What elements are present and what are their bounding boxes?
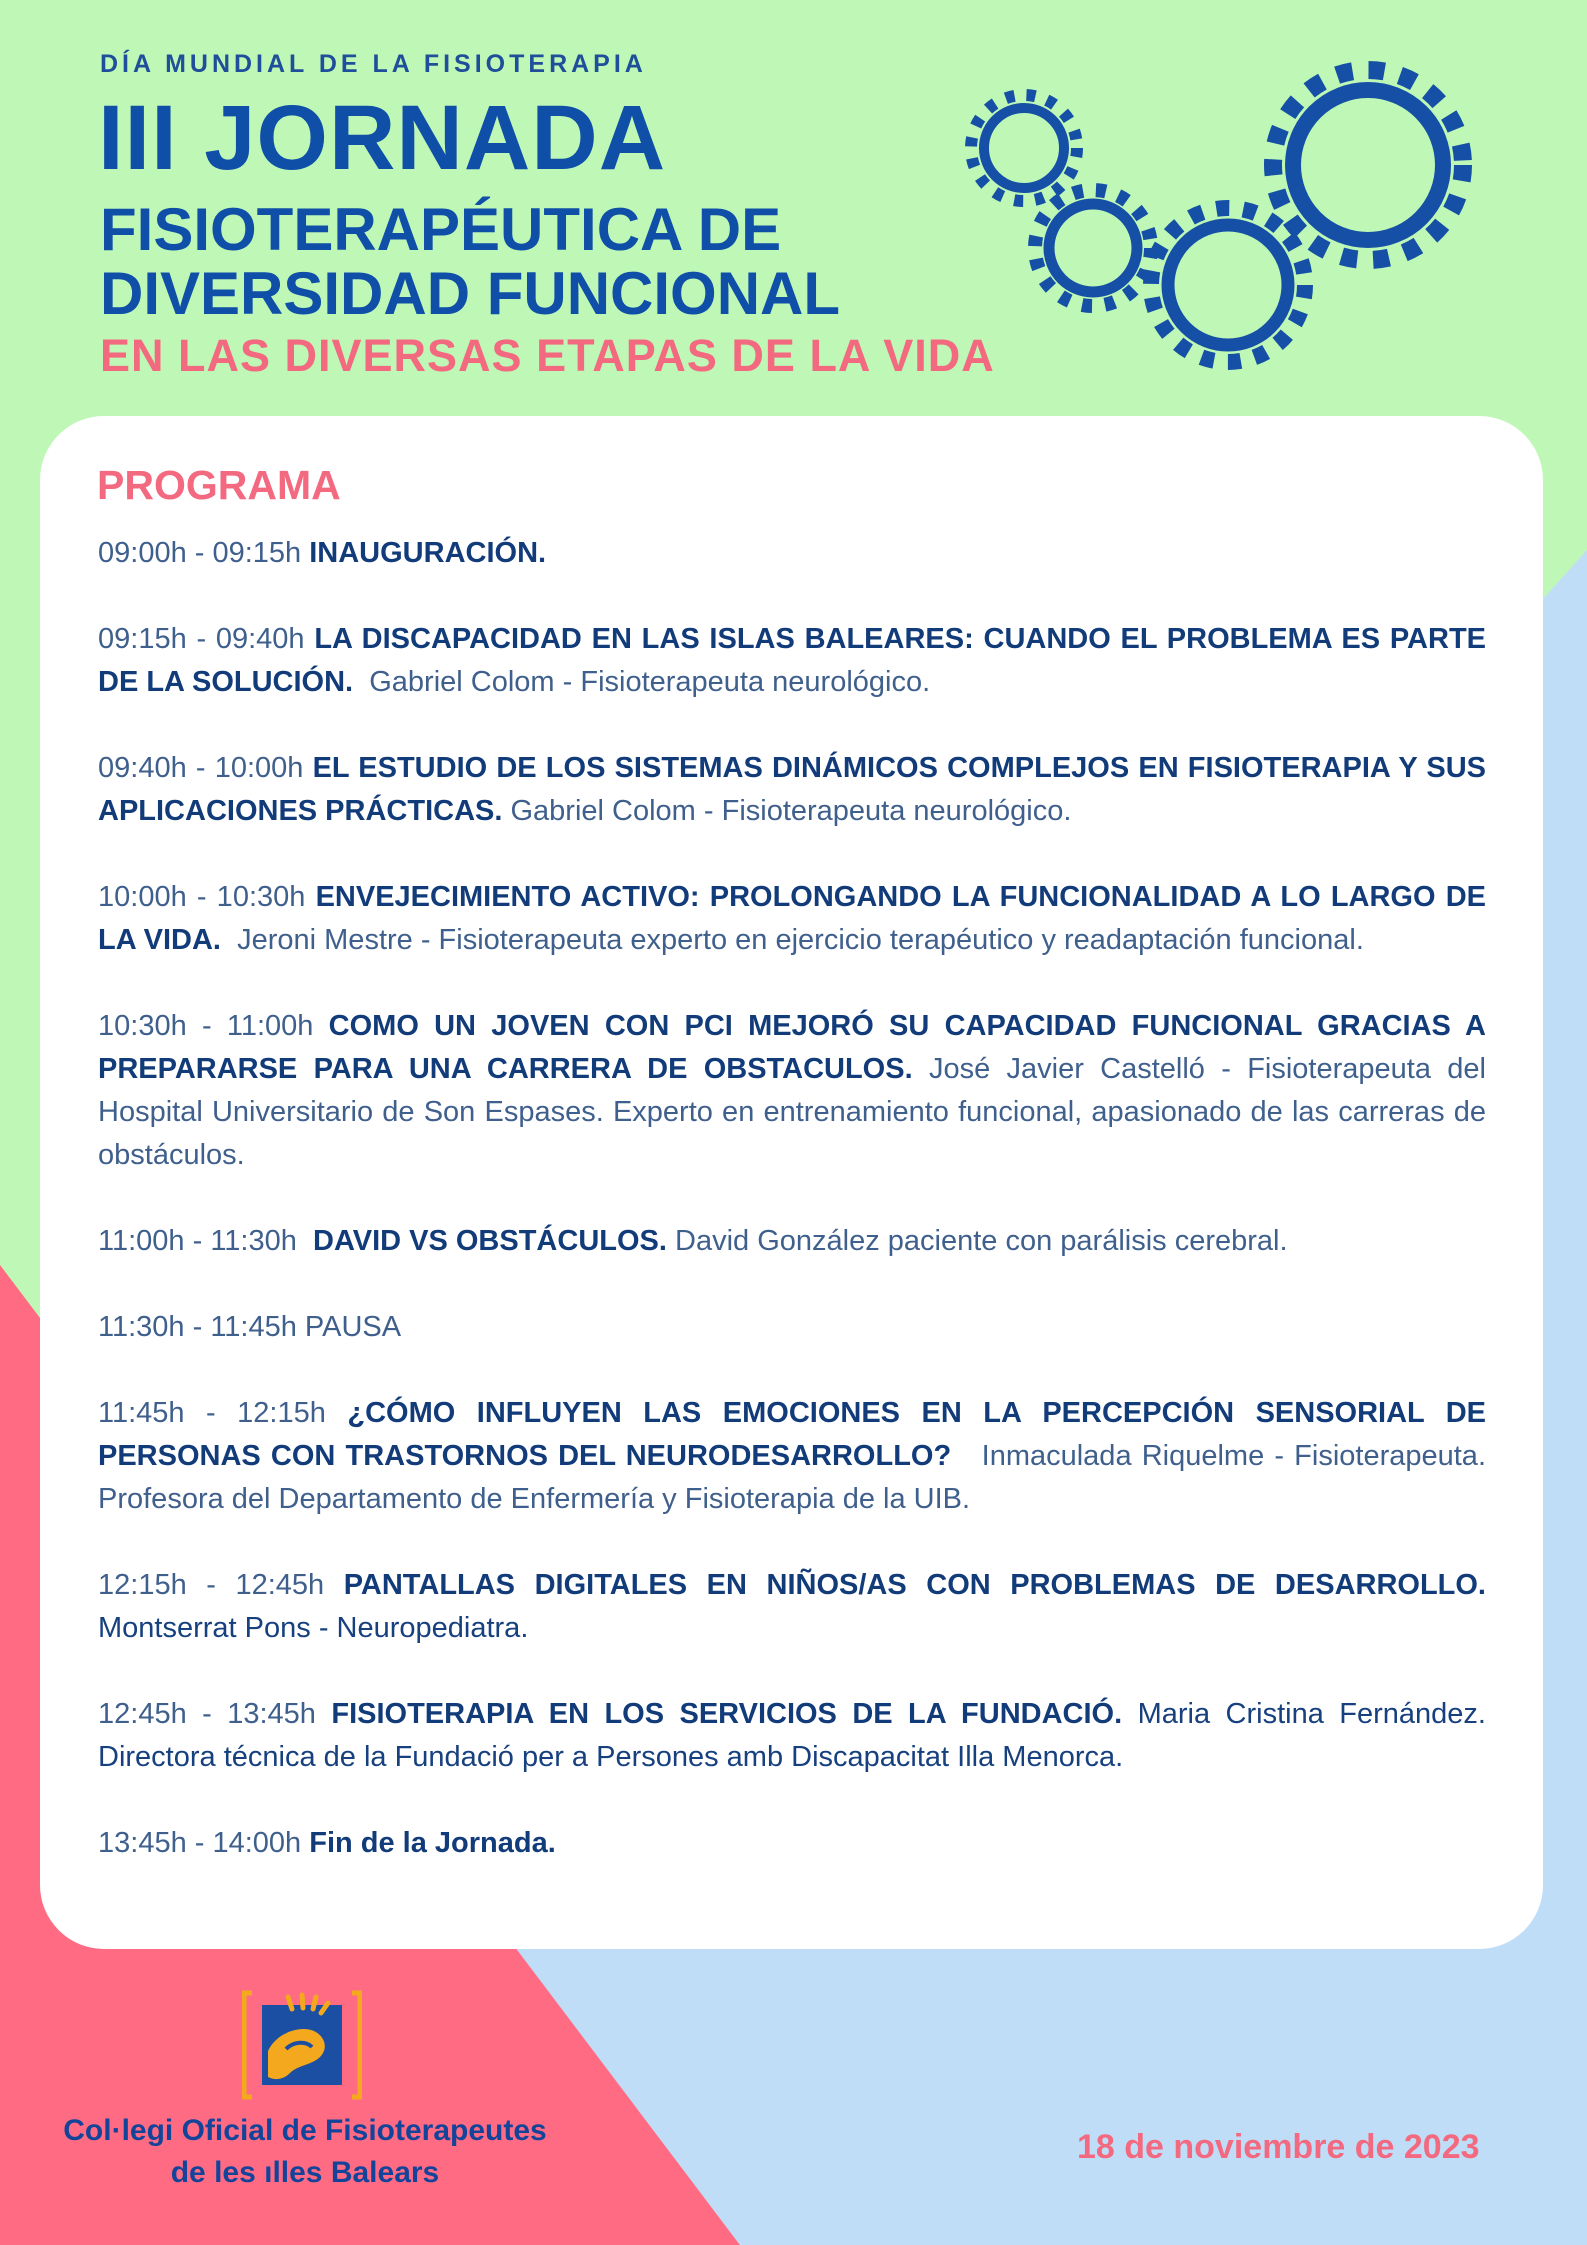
organization-name bbox=[20, 2110, 590, 2194]
item-time: 10:30h - 11:00h bbox=[98, 1010, 314, 1042]
item-speaker: José Javier Castelló - Fisioterapeuta del Hospital Universitario de Son Espases. Experto en entrenamiento funcional, apasionado de las carreras de obstáculos. bbox=[98, 1053, 1486, 1171]
subtitle-line-1: FISIOTERAPÉUTICA DE bbox=[100, 196, 782, 263]
item-speaker: Maria Cristina Fernández. Directora técnica de la Fundació per a Persones amb Discapacitat Illa Menorca. bbox=[98, 1698, 1486, 1773]
schedule-item bbox=[98, 618, 1486, 704]
org-line-2: de les ılles Balears bbox=[170, 2156, 440, 2189]
subtitle-line-2: DIVERSIDAD FUNCIONAL bbox=[100, 260, 841, 327]
item-time: 12:15h - 12:45h bbox=[98, 1569, 325, 1601]
item-topic: PANTALLAS DIGITALES EN NIÑOS/AS CON PROBLEMAS DE DESARROLLO. bbox=[343, 1569, 1486, 1601]
schedule-item bbox=[98, 1822, 1486, 1865]
event-kicker: DÍA MUNDIAL DE LA FISIOTERAPIA bbox=[100, 50, 647, 78]
item-speaker: Montserrat Pons - Neuropediatra. bbox=[98, 1612, 529, 1644]
schedule-item bbox=[98, 1220, 1486, 1263]
item-time: 09:00h - 09:15h bbox=[98, 537, 302, 569]
item-time: 09:40h - 10:00h bbox=[98, 752, 304, 784]
item-topic: ENVEJECIMIENTO ACTIVO: PROLONGANDO LA FUNCIONALIDAD A LO LARGO DE LA VIDA. bbox=[98, 881, 1486, 956]
event-tagline: EN LAS DIVERSAS ETAPAS DE LA VIDA bbox=[100, 330, 995, 381]
item-topic: Fin de la Jornada. bbox=[309, 1827, 556, 1859]
item-speaker: Jeroni Mestre - Fisioterapeuta experto en ejercicio terapéutico y readaptación funcional. bbox=[237, 924, 1364, 956]
item-topic: DAVID VS OBSTÁCULOS. bbox=[313, 1225, 667, 1257]
item-time: 13:45h - 14:00h bbox=[98, 1827, 302, 1859]
schedule-item bbox=[98, 1306, 1486, 1349]
item-speaker: Inmaculada Riquelme - Fisioterapeuta. Profesora del Departamento de Enfermería y Fisioterapia de la UIB. bbox=[98, 1440, 1486, 1515]
event-date: 18 de noviembre de 2023 bbox=[1077, 2128, 1480, 2166]
schedule-item bbox=[98, 1392, 1486, 1521]
schedule-item bbox=[98, 1005, 1486, 1177]
item-speaker: Gabriel Colom - Fisioterapeuta neurológico. bbox=[510, 795, 1072, 827]
item-time: 11:45h - 12:15h bbox=[98, 1397, 326, 1429]
schedule-item bbox=[98, 1564, 1486, 1650]
org-line-1: Col·legi Oficial de Fisioterapeutes bbox=[63, 2114, 547, 2147]
item-topic: LA DISCAPACIDAD EN LAS ISLAS BALEARES: CUANDO EL PROBLEMA ES PARTE DE LA SOLUCIÓN. bbox=[98, 623, 1487, 698]
item-time: 09:15h - 09:40h bbox=[98, 623, 305, 655]
item-time: 10:00h - 10:30h bbox=[98, 881, 306, 913]
item-topic: EL ESTUDIO DE LOS SISTEMAS DINÁMICOS COMPLEJOS EN FISIOTERAPIA Y SUS APLICACIONES PRÁCTICAS. bbox=[98, 752, 1487, 827]
event-title: III JORNADA bbox=[98, 87, 667, 189]
schedule-list bbox=[98, 532, 1486, 1908]
item-speaker: David González paciente con parálisis cerebral. bbox=[675, 1225, 1288, 1257]
program-title: PROGRAMA bbox=[97, 462, 341, 508]
item-topic: FISIOTERAPIA EN LOS SERVICIOS DE LA FUNDACIÓ. bbox=[331, 1698, 1123, 1730]
item-speaker: Gabriel Colom - Fisioterapeuta neurológico. bbox=[369, 666, 931, 698]
schedule-item bbox=[98, 876, 1486, 962]
item-topic: ¿CÓMO INFLUYEN LAS EMOCIONES EN LA PERCEPCIÓN SENSORIAL DE PERSONAS CON TRASTORNOS DEL NEURODESARROLLO? bbox=[98, 1397, 1486, 1472]
schedule-item bbox=[98, 747, 1486, 833]
hand-logo-icon bbox=[242, 1987, 362, 2103]
schedule-item bbox=[98, 532, 1486, 575]
event-subtitle bbox=[100, 198, 840, 326]
item-time: 11:00h - 11:30h bbox=[98, 1225, 297, 1257]
gears-icon bbox=[960, 50, 1490, 380]
item-topic: COMO UN JOVEN CON PCI MEJORÓ SU CAPACIDAD FUNCIONAL GRACIAS A PREPARARSE PARA UNA CARRERA DE OBSTACULOS. bbox=[98, 1010, 1486, 1085]
item-time: 11:30h - 11:45h PAUSA bbox=[98, 1311, 402, 1343]
item-time: 12:45h - 13:45h bbox=[98, 1698, 316, 1730]
item-topic: INAUGURACIÓN. bbox=[309, 537, 547, 569]
schedule-item bbox=[98, 1693, 1486, 1779]
